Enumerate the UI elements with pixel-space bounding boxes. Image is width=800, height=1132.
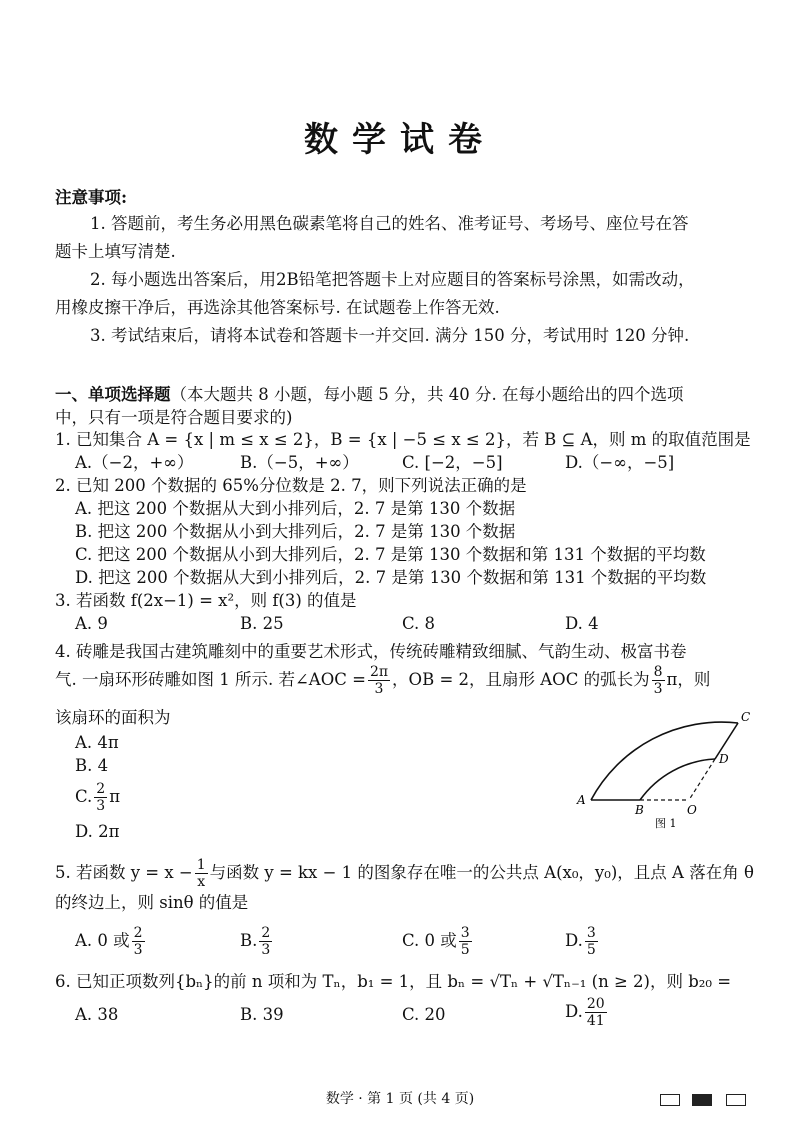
q2-option-d: D. 把这 200 个数据从大到小排列后，2. 7 是第 130 个数据和第 131 个数据的平均数	[75, 568, 707, 587]
q6-option-d-fraction	[585, 996, 607, 1029]
q5-line-1	[55, 857, 754, 890]
q4-option-c-denominator: 3	[96, 798, 106, 814]
segment-do	[689, 759, 715, 800]
q4-fraction-arc-numerator: 8	[653, 664, 663, 680]
q4-fraction-arc	[652, 664, 665, 697]
q3-stem: 3. 若函数 f(2x−1) = x²，则 f(3) 的值是	[55, 591, 357, 610]
q1-option-a: A.（−2，+∞）	[75, 453, 194, 472]
notice-item-2-line-2: 用橡皮擦干净后，再选涂其他答案标号. 在试题卷上作答无效.	[55, 298, 500, 317]
q6-option-d	[565, 996, 609, 1029]
q5-option-a-numerator: 2	[133, 925, 143, 941]
q5-option-b-denominator: 3	[261, 942, 271, 958]
q1-option-d: D.（−∞，−5]	[565, 453, 675, 472]
q4-fraction-arc-denominator: 3	[653, 681, 663, 697]
q5-option-c-denominator: 5	[460, 942, 470, 958]
q5-option-b-numerator: 2	[261, 925, 271, 941]
point-label-d: D	[719, 752, 729, 766]
q6-option-d-numerator: 20	[586, 996, 605, 1012]
q1-option-b: B.（−5，+∞）	[240, 453, 359, 472]
q5-option-a	[75, 925, 147, 958]
q4-option-c-fraction	[94, 781, 107, 814]
q2-option-c: C. 把这 200 个数据从小到大排列后，2. 7 是第 130 个数据和第 131 个数据的平均数	[75, 545, 706, 564]
q4-option-c	[75, 781, 120, 814]
q6-option-c: C. 20	[402, 1005, 446, 1024]
q5-option-c	[402, 925, 474, 958]
q5-line-1-b: 与函数 y = kx − 1 的图象存在唯一的公共点 A(x₀，y₀)，且点 A 落在角 θ	[209, 863, 754, 882]
q5-line-1-a: 5. 若函数 y = x −	[55, 863, 193, 882]
q5-option-d-label: D.	[565, 931, 583, 950]
q4-option-c-numerator: 2	[96, 781, 106, 797]
q5-option-d-fraction	[585, 925, 598, 958]
q5-line-2: 的终边上，则 sinθ 的值是	[55, 893, 249, 912]
q5-option-c-numerator: 3	[460, 925, 470, 941]
q6-option-b: B. 39	[240, 1005, 284, 1024]
q4-line-2-a: 气. 一扇环形砖雕如图 1 所示. 若∠AOC =	[55, 670, 366, 689]
q5-option-c-fraction	[459, 925, 472, 958]
q5-fraction-numerator: 1	[196, 857, 206, 873]
page-marker-empty-2	[726, 1094, 746, 1106]
point-label-c: C	[741, 710, 751, 724]
point-label-b: B	[635, 803, 644, 817]
section-1-desc-line-2: 中，只有一项是符合题目要求的)	[55, 408, 293, 427]
section-1-header	[55, 383, 683, 407]
q4-option-a: A. 4π	[75, 733, 119, 752]
q3-option-a: A. 9	[75, 614, 108, 633]
q1-option-c: C. [−2，−5]	[402, 453, 503, 472]
notice-item-1-line-1: 1. 答题前，考生务必用黑色碳素笔将自己的姓名、准考证号、考场号、座位号在答	[90, 214, 689, 233]
point-label-a: A	[577, 793, 586, 807]
q2-option-a: A. 把这 200 个数据从大到小排列后，2. 7 是第 130 个数据	[75, 499, 516, 518]
q4-option-c-label: C.	[75, 787, 93, 806]
outer-arc	[591, 722, 738, 800]
q3-option-d: D. 4	[565, 614, 599, 633]
q4-option-d: D. 2π	[75, 822, 120, 841]
q5-fraction-denominator: x	[197, 874, 206, 890]
q4-line-2	[55, 664, 710, 697]
notice-item-1-line-2: 题卡上填写清楚.	[55, 242, 176, 261]
notice-item-2-line-1: 2. 每小题选出答案后，用2B铅笔把答题卡上对应题目的答案标号涂黑，如需改动，	[90, 270, 695, 289]
figure-caption: 图 1	[655, 817, 677, 830]
page-footer: 数学 · 第 1 页 (共 4 页)	[325, 1091, 475, 1107]
section-1-desc-line-1: （本大题共 8 小题，每小题 5 分，共 40 分. 在每小题给出的四个选项	[170, 385, 684, 404]
section-1-heading: 一、单项选择题	[55, 385, 171, 404]
q5-option-d	[565, 925, 600, 958]
q4-option-b: B. 4	[75, 756, 109, 775]
q6-option-d-label: D.	[565, 1002, 583, 1021]
q5-option-b	[240, 925, 274, 958]
q5-option-d-numerator: 3	[586, 925, 596, 941]
q4-line-3: 该扇环的面积为	[55, 708, 171, 727]
q6-stem: 6. 已知正项数列{bₙ}的前 n 项和为 Tₙ，b₁ = 1，且 bₙ = √Tₙ + √Tₙ₋₁ (n ≥ 2)，则 b₂₀ =	[55, 972, 732, 991]
page-title: 数学试卷	[304, 120, 496, 160]
q5-option-b-label: B.	[240, 931, 258, 950]
q5-option-d-denominator: 5	[586, 942, 596, 958]
q6-option-a: A. 38	[75, 1005, 119, 1024]
page-marker-empty-1	[660, 1094, 680, 1106]
q4-fraction-angle-numerator: 2π	[369, 664, 389, 680]
q3-option-b: B. 25	[240, 614, 284, 633]
page-marker-filled	[692, 1094, 712, 1106]
q4-option-c-pi: π	[109, 787, 121, 806]
q5-fraction-1-over-x	[195, 857, 208, 890]
q4-line-1: 4. 砖雕是我国古建筑雕刻中的重要艺术形式，传统砖雕精致细腻、气韵生动、极富书卷	[55, 642, 687, 661]
q4-fraction-angle	[368, 664, 390, 697]
q5-option-a-fraction	[132, 925, 145, 958]
q6-option-d-denominator: 41	[586, 1013, 605, 1029]
point-label-o: O	[687, 803, 697, 817]
figure-1-annulus-sector	[565, 705, 765, 835]
inner-arc	[640, 759, 715, 800]
notice-item-3: 3. 考试结束后，请将本试卷和答题卡一并交回. 满分 150 分，考试用时 120 分钟.	[90, 326, 690, 345]
q2-option-b: B. 把这 200 个数据从小到大排列后，2. 7 是第 130 个数据	[75, 522, 516, 541]
q5-option-a-label: A. 0 或	[75, 931, 130, 950]
q4-line-2-c: π，则	[666, 670, 711, 689]
q5-option-b-fraction	[259, 925, 272, 958]
q5-option-c-label: C. 0 或	[402, 931, 457, 950]
notice-heading: 注意事项:	[55, 188, 128, 207]
q4-fraction-angle-denominator: 3	[374, 681, 384, 697]
q5-option-a-denominator: 3	[133, 942, 143, 958]
q4-line-2-b: ，OB = 2，且扇形 AOC 的弧长为	[392, 670, 650, 689]
q2-stem: 2. 已知 200 个数据的 65%分位数是 2. 7，则下列说法正确的是	[55, 476, 527, 495]
q1-stem: 1. 已知集合 A = {x | m ≤ x ≤ 2}，B = {x | −5 ≤ x ≤ 2}，若 B ⊆ A，则 m 的取值范围是	[55, 430, 751, 449]
q3-option-c: C. 8	[402, 614, 436, 633]
